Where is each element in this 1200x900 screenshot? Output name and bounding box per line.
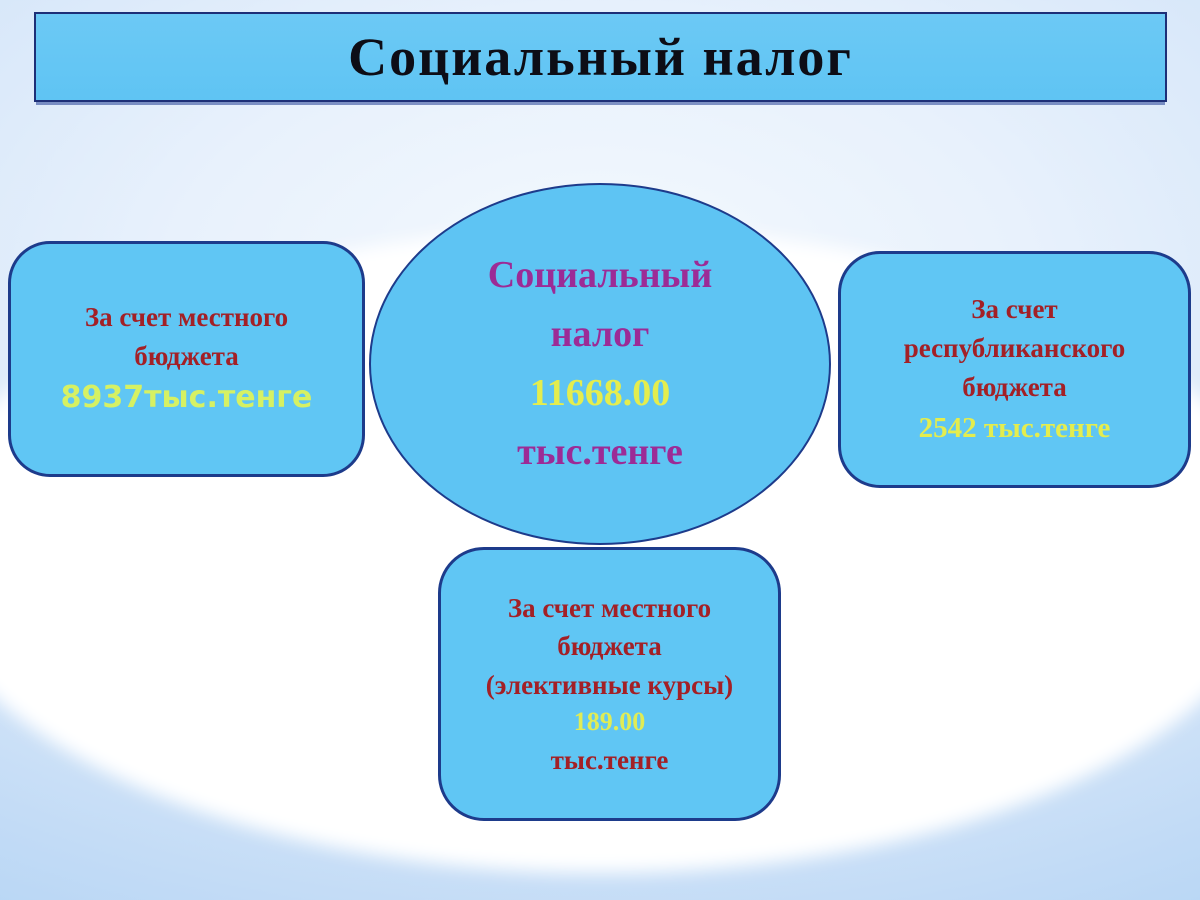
- slide-title: Социальный налог: [348, 27, 853, 87]
- ellipse-amount: 11668.00: [529, 372, 671, 414]
- bottom-box-line3: (элективные курсы): [485, 669, 734, 700]
- bottom-box-line2: бюджета: [557, 631, 662, 662]
- right-box-line1: За счет: [971, 293, 1058, 324]
- right-box-republican-budget: [838, 251, 1191, 488]
- left-box-line1: За счет местного: [84, 302, 289, 333]
- right-box-line2: республиканского: [903, 332, 1126, 363]
- bottom-box-elective-courses: [438, 547, 781, 821]
- bottom-box-line1: За счет местного: [507, 592, 712, 623]
- central-ellipse-social-tax-total: [369, 183, 831, 545]
- right-box-amount: 2542 тыс.тенге: [918, 412, 1111, 445]
- left-box-line2: бюджета: [134, 341, 239, 372]
- left-box-amount: 8937тыс.тенге: [60, 380, 313, 416]
- ellipse-title-line2: налог: [550, 313, 650, 356]
- right-box-line3: бюджета: [962, 372, 1067, 403]
- bottom-box-amount: 189.00: [573, 706, 646, 736]
- ellipse-title-line1: Социальный: [487, 254, 713, 297]
- slide-title-bar: [34, 12, 1167, 102]
- left-box-local-budget: [8, 241, 365, 477]
- ellipse-unit: тыс.тенге: [517, 430, 683, 473]
- bottom-box-unit: тыс.тенге: [550, 744, 669, 775]
